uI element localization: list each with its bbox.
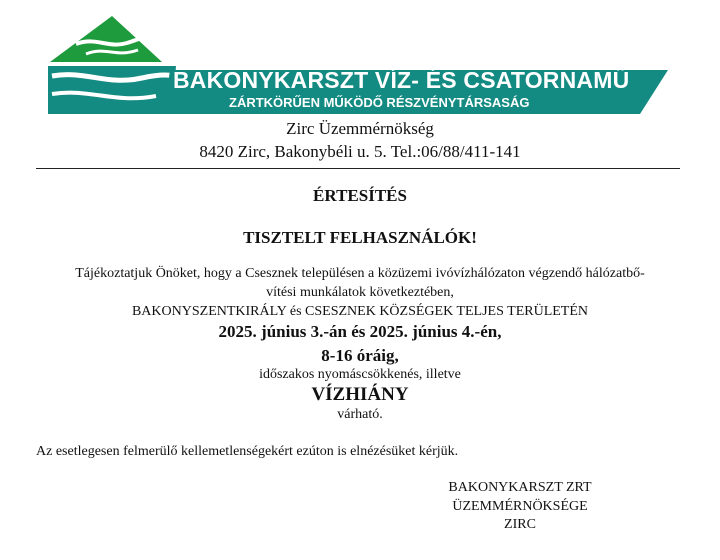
intro-line-2: vítési munkálatok következtében, xyxy=(266,285,454,300)
signature-line-3: ZIRC xyxy=(504,517,536,532)
intro-line-1: Tájékoztatjuk Önöket, hogy a Csesznek településen a közüzemi ivóvízhálózaton végzendő hálózatbő- xyxy=(75,266,645,281)
outage-type: VÍZHIÁNY xyxy=(311,384,409,405)
office-address: 8420 Zirc, Bakonybéli u. 5. Tel.:06/88/411-141 xyxy=(199,142,521,161)
outage-expected: várható. xyxy=(337,407,383,422)
company-form: ZÁRTKÖRŰEN MŰKÖDŐ RÉSZVÉNYTÁRSASÁG xyxy=(229,95,530,110)
header-divider xyxy=(36,168,680,169)
company-name: BAKONYKARSZT VÍZ- ÉS CSATORNAMŰ xyxy=(173,67,630,93)
signature-line-2: ÜZEMMÉRNÖKSÉGE xyxy=(452,499,588,514)
office-name: Zirc Üzemmérnökség xyxy=(286,119,434,138)
logo-mountain xyxy=(50,16,162,62)
notice-heading: ÉRTESÍTÉS xyxy=(313,186,407,205)
outage-hours: 8-16 óráig, xyxy=(321,346,399,365)
signature-line-1: BAKONYKARSZT ZRT xyxy=(448,480,592,495)
notice-greeting: TISZTELT FELHASZNÁLÓK! xyxy=(243,228,477,247)
apology-text: Az esetlegesen felmerülő kellemetlenségekért ezúton is elnézésüket kérjük. xyxy=(36,444,459,459)
outage-dates: 2025. június 3.-án és 2025. június 4.-én, xyxy=(218,322,502,341)
affected-area: BAKONYSZENTKIRÁLY és CSESZNEK KÖZSÉGEK TELJES TERÜLETÉN xyxy=(131,304,589,319)
outage-effect: időszakos nyomáscsökkenés, illetve xyxy=(259,367,461,382)
